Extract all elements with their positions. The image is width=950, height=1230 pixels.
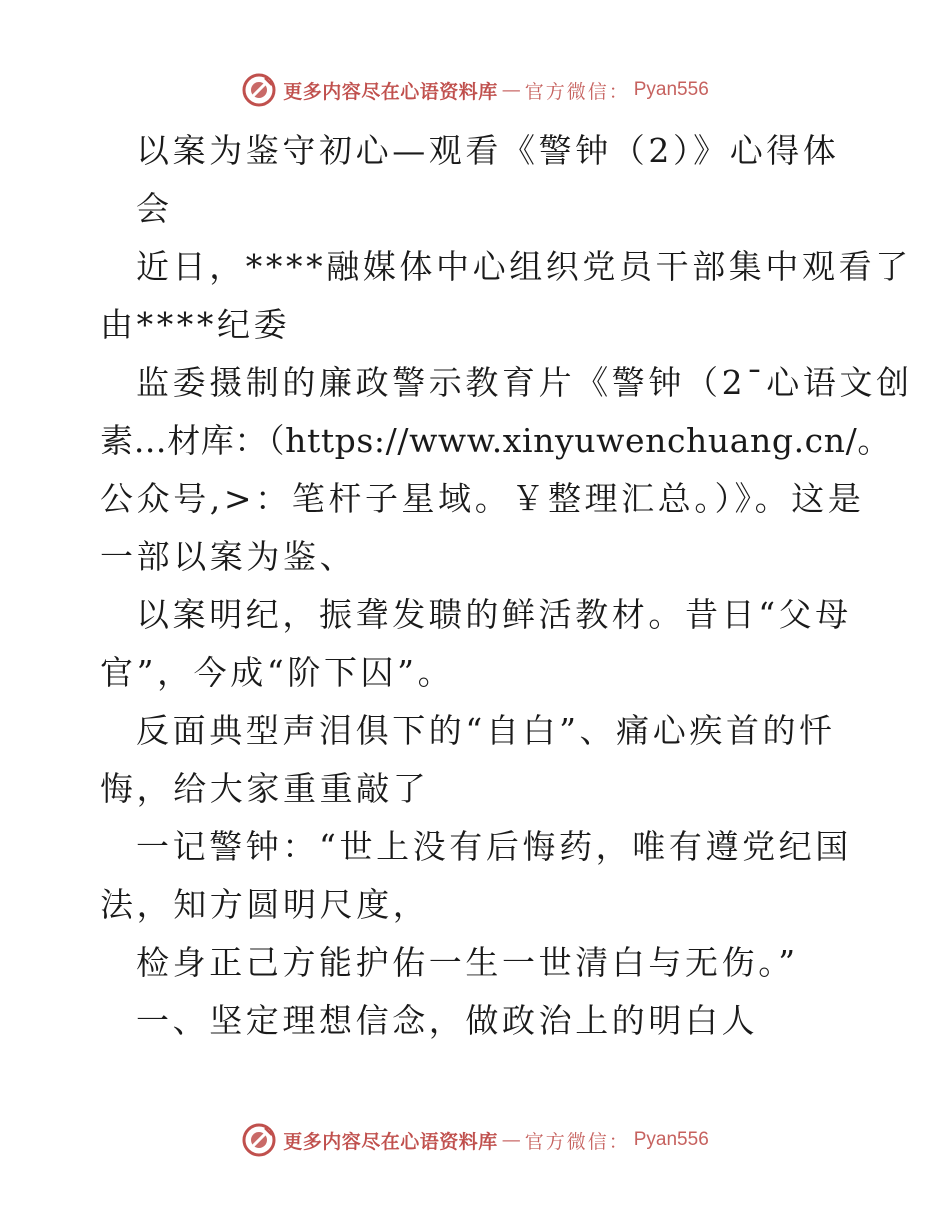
paragraph-line: 素…材库：（https://www.xinyuwenchuang.cn/。: [100, 421, 891, 460]
paragraph-line: 公众号,>：笔杆子星域。￥整理汇总。）》。这是: [100, 479, 865, 518]
paragraph-line: 官”，今成“阶下囚”。: [100, 653, 455, 692]
document-body: [100, 122, 913, 1050]
header-wechat-label: 官方微信：: [524, 80, 630, 103]
paragraph-line: 监委摄制的廉政警示教育片《警钟（2¯心语文创: [136, 363, 913, 402]
section-heading: 一、坚定理想信念，做政治上的明白人: [136, 1001, 759, 1040]
header-dash: —: [501, 79, 521, 101]
title-line-1: 以案为鉴守初心—观看《警钟（2）》心得体: [136, 131, 840, 170]
paragraph-line: 一部以案为鉴、: [100, 537, 357, 576]
footer-dash: —: [501, 1129, 521, 1151]
footer-wechat-label: 官方微信：: [524, 1130, 630, 1153]
footer-banner: [0, 1120, 950, 1160]
header-wechat-id: Pyan556: [633, 79, 709, 100]
brand-logo-icon: [241, 1122, 277, 1158]
paragraph-line: 法，知方圆明尺度，: [100, 885, 430, 924]
paragraph-line: 一记警钟：“世上没有后悔药，唯有遵党纪国: [136, 827, 852, 866]
paragraph-line: 由****纪委: [100, 305, 291, 344]
footer-site-text: 更多内容尽在心语资料库: [283, 1130, 498, 1153]
paragraph-line: 悔，给大家重重敲了: [100, 769, 430, 808]
header-banner: [0, 70, 950, 110]
header-site-text: 更多内容尽在心语资料库: [283, 80, 498, 103]
paragraph-line: 检身正己方能护佑一生一世清白与无伤。”: [136, 943, 799, 982]
brand-logo-icon: [241, 72, 277, 108]
paragraph-line: 反面典型声泪俱下的“自白”、痛心疾首的忏: [136, 711, 836, 750]
paragraph-line: 近日，****融媒体中心组织党员干部集中观看了: [136, 247, 912, 286]
title-line-2: 会: [136, 189, 173, 228]
footer-wechat-id: Pyan556: [633, 1129, 709, 1150]
paragraph-line: 以案明纪，振聋发聩的鲜活教材。昔日“父母: [136, 595, 852, 634]
